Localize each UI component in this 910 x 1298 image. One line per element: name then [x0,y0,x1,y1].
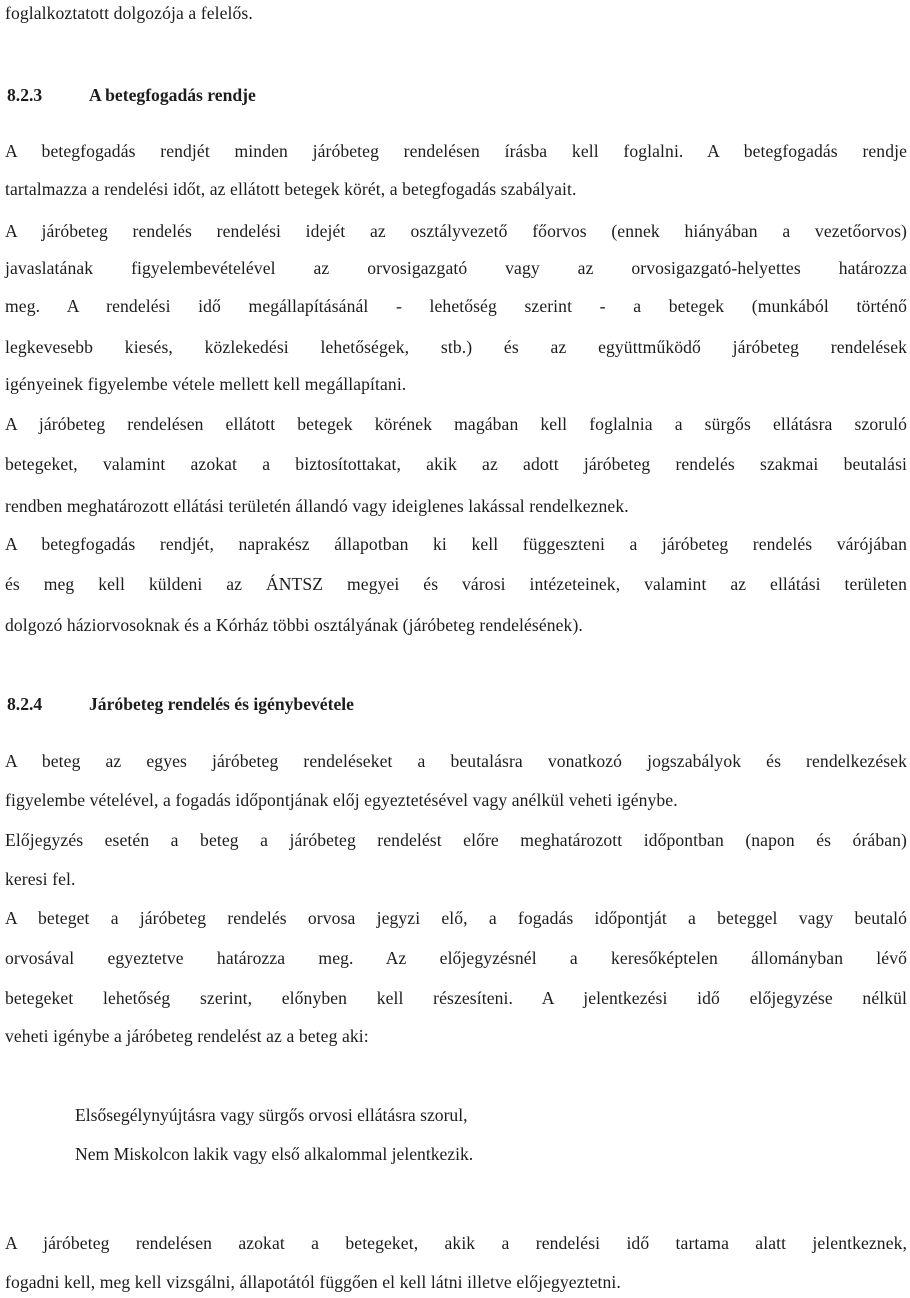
paragraph-line: és meg kell küldeni az ÁNTSZ megyei és városi intézeteinek, valamint az ellátási területen [5,574,907,594]
section-number: 8.2.4 [7,694,43,714]
paragraph-line: rendben meghatározott ellátási területén állandó vagy ideiglenes lakással rendelkeznek. [5,496,629,516]
paragraph-line: meg. A rendelési idő megállapításánál - lehetőség szerint - a betegek (munkából történő [5,296,907,316]
paragraph-line: keresi fel. [5,869,76,889]
paragraph-line: A járóbeteg rendelésen ellátott betegek körének magában kell foglalnia a sürgős ellátásra szoruló [5,414,907,434]
paragraph-line: A betegfogadás rendjét minden járóbeteg rendelésen írásba kell foglalni. A betegfogadás rendje [5,141,907,161]
paragraph-line: betegeket, valamint azokat a biztosítottakat, akik az adott járóbeteg rendelés szakmai beutalási [5,454,907,474]
paragraph-line: veheti igénybe a járóbeteg rendelést az a beteg aki: [5,1026,369,1046]
paragraph-line: Előjegyzés esetén a beteg a járóbeteg rendelést előre meghatározott időpontban (napon és órában) [5,830,907,850]
section-title: Járóbeteg rendelés és igénybevétele [89,694,354,714]
section-heading-8-2-4 [7,693,354,715]
top-fragment-text: foglalkoztatott dolgozója a felelős. [5,3,253,23]
section-heading-8-2-3 [7,84,256,106]
paragraph-line: tartalmazza a rendelési időt, az ellátott betegek körét, a betegfogadás szabályait. [5,179,577,199]
paragraph-line: dolgozó háziorvosoknak és a Kórház többi osztályának (járóbeteg rendelésének). [5,615,583,635]
paragraph-line: legkevesebb kiesés, közlekedési lehetőségek, stb.) és az együttműködő járóbeteg rendelések [5,337,907,357]
paragraph-line: fogadni kell, meg kell vizsgálni, állapotától függően el kell látni illetve előjegyeztetni. [5,1272,621,1292]
paragraph-line: A betegfogadás rendjét, naprakész állapotban ki kell függeszteni a járóbeteg rendelés várójában [5,534,907,554]
paragraph-line: figyelembe vételével, a fogadás időpontjának előj egyeztetésével vagy anélkül veheti igénybe. [5,790,678,810]
paragraph-line: A beteget a járóbeteg rendelés orvosa jegyzi elő, a fogadás időpontját a beteggel vagy beutaló [5,908,907,928]
paragraph-line: igényeinek figyelembe vétele mellett kell megállapítani. [5,374,407,394]
list-item: Nem Miskolcon lakik vagy első alkalommal jelentkezik. [75,1144,474,1164]
paragraph-line: orvosával egyeztetve határozza meg. Az előjegyzésnél a keresőképtelen állományban lévő [5,948,907,968]
paragraph-line: betegeket lehetőség szerint, előnyben kell részesíteni. A jelentkezési idő előjegyzése nélkül [5,988,907,1008]
list-item: Elsősegélynyújtásra vagy sürgős orvosi ellátásra szorul, [75,1105,468,1125]
paragraph-line: A beteg az egyes járóbeteg rendeléseket a beutalásra vonatkozó jogszabályok és rendelkezések [5,751,907,771]
section-title: A betegfogadás rendje [89,85,256,105]
section-number: 8.2.3 [7,85,43,105]
paragraph-line: A járóbeteg rendelés rendelési idejét az osztályvezető főorvos (ennek hiányában a vezetőorvos) [5,221,907,241]
paragraph-line: javaslatának figyelembevételével az orvosigazgató vagy az orvosigazgató-helyettes határozza [5,258,907,278]
paragraph-line: A járóbeteg rendelésen azokat a betegeket, akik a rendelési idő tartama alatt jelentkeznek, [5,1233,907,1253]
